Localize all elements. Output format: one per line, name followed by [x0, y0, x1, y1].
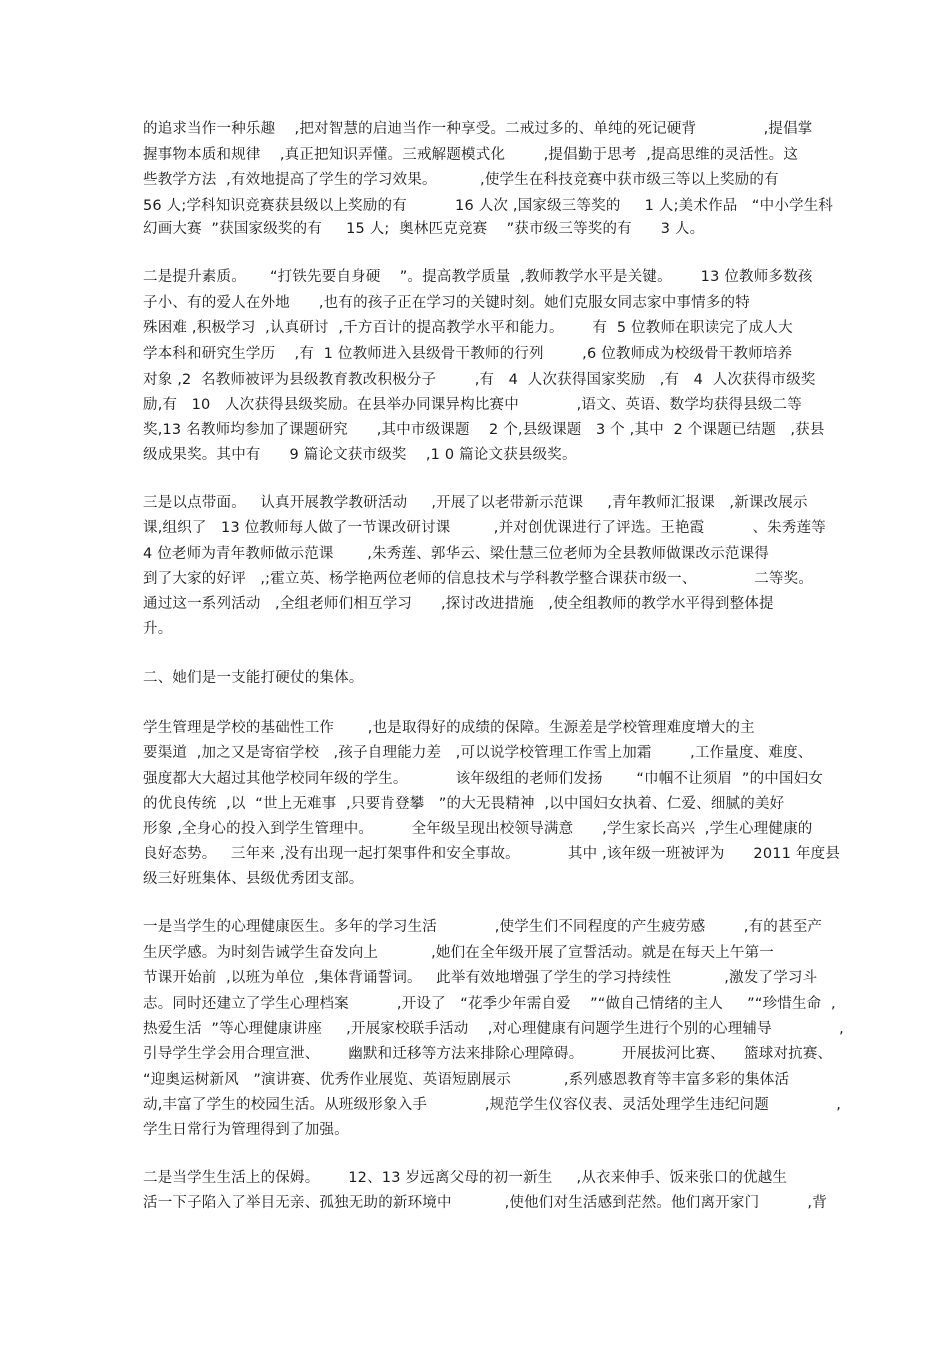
text-line: 二是当学生生活上的保姆。 12、13 岁远离父母的初一新生 ,从衣来伸手、饭来张口的优越生	[143, 1170, 788, 1186]
text-line: 要渠道 ,加之又是寄宿学校 ,孩子自理能力差 ,可以说学校管理工作雪上加霜 ,工作量度、难度、	[143, 745, 813, 761]
text-line: 子小、有的爱人在外地 ,也有的孩子正在学习的关键时刻。她们克服女同志家中事情多的特	[143, 295, 750, 311]
text-line: 强度都大大超过其他学校同年级的学生。 该年级组的老师们发扬 “巾帼不让须眉 ”的中国妇女	[143, 771, 824, 787]
text-line: 形象 ,全身心的投入到学生管理中。 全年级呈现出校领导满意 ,学生家长高兴 ,学生心理健康的	[143, 821, 813, 837]
text-line: 活一下子陷入了举目无亲、孤独无助的新环境中 ,使他们对生活感到茫然。他们离开家门 ,背	[143, 1195, 827, 1211]
text-line: 的追求当作一种乐趣 ,把对智慧的启迪当作一种享受。二戒过多的、单纯的死记硬背 ,提倡掌	[143, 121, 813, 137]
text-line: 节课开始前 ,以班为单位 ,集体背诵誓词。 此举有效地增强了学生的学习持续性 ,激发了学习斗	[143, 970, 818, 986]
text-line: 课,组织了 13 位教师每人做了一节课改研讨课 ,并对创优课进行了评选。王艳霞 、朱秀莲等	[143, 520, 826, 536]
text-line: 些教学方法 ,有效地提高了学生的学习效果。 ,使学生在科技竞赛中获市级三等以上奖励的有	[143, 172, 779, 188]
text-line: 励,有 10 人次获得县级奖励。在县举办同课异构比赛中 ,语文、英语、数学均获得县级二等	[143, 397, 802, 413]
text-line: 殊困难 ,积极学习 ,认真研讨 ,千方百计的提高教学水平和能力。 有 5 位教师在职读完了成人大	[143, 320, 793, 336]
text-line: 一是当学生的心理健康医生。多年的学习生活 ,使学生们不同程度的产生疲劳感 ,有的甚至产	[143, 919, 823, 935]
text-line: 升。	[143, 621, 173, 637]
text-line: 到了大家的好评 ,;霍立英、杨学艳两位老师的信息技术与学科教学整合课获市级一、 二等奖。	[143, 571, 814, 587]
text-line: 的优良传统 ,以 “世上无难事 ,只要肯登攀 ”的大无畏精神 ,以中国妇女执着、仁爱、细腻的美好	[143, 796, 785, 812]
text-line: 通过这一系列活动 ,全组老师们相互学习 ,探讨改进措施 ,使全组教师的教学水平得到整体提	[143, 596, 774, 612]
text-line: 奖,13 名教师均参加了课题研究 ,其中市级课题 2 个,县级课题 3 个 ,其中 2 个课题已结题 ,获县	[143, 422, 825, 438]
text-line: 幻画大赛 ”获国家级奖的有 15 人; 奥林匹克竞赛 ”获市级三等奖的有 3 人。	[143, 221, 705, 237]
text-line: 56 人;学科知识竞赛获县级以上奖励的有 16 人次 ,国家级三等奖的 1 人;美术作品 “中小学生科	[143, 198, 834, 214]
text-line: 级成果奖。其中有 9 篇论文获市级奖 ,1 0 篇论文获县级奖。	[143, 447, 577, 463]
section-heading: 二、她们是一支能打硬仗的集体。	[143, 670, 364, 686]
text-line: 引导学生学会用合理宣泄、 幽默和迁移等方法来排除心理障碍。 开展拔河比赛、 篮球对抗赛、	[143, 1046, 833, 1062]
text-line: 良好态势。 三年来 ,没有出现一起打架事件和安全事故。 其中 ,该年级一班被评为 2011 年度县	[143, 846, 841, 862]
text-line: 志。同时还建立了学生心理档案 ,开设了 “花季少年需自爱 ”“做自己情绪的主人 ”“珍惜生命 ,	[143, 996, 836, 1012]
text-line: 动,丰富了学生的校园生活。从班级形象入手 ,规范学生仪容仪表、灵活处理学生违纪问题 ,	[143, 1097, 842, 1113]
text-line: 生厌学感。为时刻告诫学生奋发向上 ,她们在全年级开展了宣誓活动。就是在每天上午第一	[143, 945, 775, 961]
text-line: 4 位老师为青年教师做示范课 ,朱秀莲、郭华云、梁仕慧三位老师为全县教师做课改示范课得	[143, 546, 770, 562]
text-line: 级三好班集体、县级优秀团支部。	[143, 871, 364, 887]
text-line: 对象 ,2 名教师被评为县级教育教改积极分子 ,有 4 人次获得国家奖励 ,有 4 人次获得市级奖	[143, 372, 816, 388]
text-line: 二是提升素质。 “打铁先要自身硬 ”。提高教学质量 ,教师教学水平是关键。 13 位教师多数孩	[143, 269, 813, 285]
text-line: 握事物本质和规律 ,真正把知识弄懂。三戒解题模式化 ,提倡勤于思考 ,提高思维的灵活性。这	[143, 147, 799, 163]
text-line: “迎奥运树新风 ”演讲赛、优秀作业展览、英语短剧展示 ,系列感恩教育等丰富多彩的集体活	[143, 1072, 790, 1088]
text-line: 三是以点带面。 认真开展教学教研活动 ,开展了以老带新示范课 ,青年教师汇报课 ,新课改展示	[143, 495, 808, 511]
text-line: 学生日常行为管理得到了加强。	[143, 1122, 349, 1138]
text-line: 热爱生活 ”等心理健康讲座 ,开展家校联手活动 ,对心理健康有问题学生进行个别的心理辅导 ,	[143, 1021, 844, 1037]
text-line: 学生管理是学校的基础性工作 ,也是取得好的成绩的保障。生源差是学校管理难度增大的主	[143, 720, 755, 736]
text-line: 学本科和研究生学历 ,有 1 位教师进入县级骨干教师的行列 ,6 位教师成为校级骨干教师培养	[143, 346, 793, 362]
